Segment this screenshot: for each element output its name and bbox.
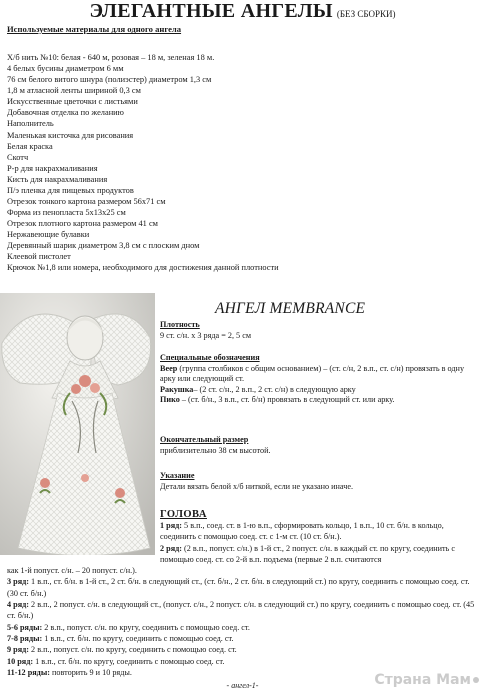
row-text: 2 в.п., попуст. с/н. по кругу, соединить с помощью соед. ст. xyxy=(29,645,237,655)
piko-term: Пико xyxy=(160,395,180,405)
watermark-text: Страна Мам xyxy=(374,672,471,688)
angel-photo-image xyxy=(0,293,155,555)
row-label: 9 ряд: xyxy=(7,645,29,655)
material-item: Белая краска xyxy=(7,141,53,151)
angel-title: АНГЕЛ MEMBRANCE xyxy=(215,300,366,317)
material-item: Крючок №1,8 или номера, необходимого для достижения данной плотности xyxy=(7,263,279,273)
rak-definition xyxy=(160,385,478,396)
site-watermark xyxy=(374,672,479,688)
row-label: 10 ряд: xyxy=(7,656,34,666)
material-item: Нержавеющие булавки xyxy=(7,230,90,240)
row-text: 2 в.п., 2 попуст. с/н. в следующий ст., (попуст. с/н., 2 попуст. с/н. в следующий ст.) по кругу, соединить с помощью соед. ст. (45 ст. б/н.) xyxy=(7,600,475,621)
head-rows xyxy=(7,520,479,678)
material-item: Х/б нить №10: белая - 640 м, розовая – 18 м, зеленая 18 м. xyxy=(7,53,215,62)
rak-text: – (2 ст. с/н., 2 в.п., 2 ст. с/н) в следующую арку xyxy=(193,384,356,394)
piko-text: – (ст. б/н., 3 в.п., ст. б/н) провязать в следующий ст. или арку. xyxy=(179,395,395,405)
material-item: Клеевой пистолет xyxy=(7,252,71,262)
row-text: 5 в.п., соед. ст. в 1-ю в.п., сформировать кольцо, 1 в.п., 10 ст. б/н. в кольцо, соединить с помощью соед. ст. с 1-м ст. (10 ст. б/н.). xyxy=(160,521,444,542)
size-title: Окончательный размер xyxy=(160,435,249,444)
material-item: Скотч xyxy=(7,152,29,162)
veer-term: Веер xyxy=(160,363,178,373)
row-text: (2 в.п., попуст. с/н.) в 1-й ст., 2 попуст. с/н. в каждый ст. по кругу, соединить с помощью соед. ст. со 2-й в.п. подъема (первые 2 в.п. считаются xyxy=(160,543,455,564)
angel-photo xyxy=(0,293,155,555)
row-2 xyxy=(7,543,479,566)
material-item: 76 см белого витого шнура (полиэстер) диаметром 1,3 см xyxy=(7,75,212,85)
row-label: 7-8 ряды: xyxy=(7,633,43,643)
material-item: Добавочная отделка по желанию xyxy=(7,108,124,118)
row-3 xyxy=(7,576,479,599)
veer-text: (группа столбиков с общим основанием) – (ст. с/н, 2 в.п., ст. с/н) провязать в одну арку или следующий ст. xyxy=(160,363,465,384)
material-item: 1,8 м атласной ленты шириной 0,3 см xyxy=(7,86,141,96)
density-title: Плотность xyxy=(160,320,200,329)
material-item: Наполнитель xyxy=(7,119,54,129)
row-7-8 xyxy=(7,633,479,644)
row-label: 11-12 ряды: xyxy=(7,667,50,677)
special-section xyxy=(160,353,478,406)
watermark-dot-icon xyxy=(473,677,479,683)
row-label: 2 ряд: xyxy=(160,543,182,553)
row-label: 3 ряд: xyxy=(7,577,29,587)
material-item: 4 белых бусины диаметром 6 мм xyxy=(7,64,124,74)
row-2-continued: как 1-й попуст. с/н. – 20 попуст. с/н.). xyxy=(7,566,137,576)
note-section xyxy=(160,471,478,492)
size-section xyxy=(160,435,478,456)
row-text: повторить 9 и 10 ряды. xyxy=(49,667,132,677)
row-text: 2 в.п., попуст. с/н. по кругу, соединить с помощью соед. ст. xyxy=(42,622,250,632)
row-text: 1 в.п., ст. б/н. по кругу, соединить с помощью соед. ст. xyxy=(42,633,234,643)
material-item: Деревянный шарик диаметром 3,8 см с плоским дном xyxy=(7,241,200,251)
piko-definition xyxy=(160,395,478,406)
row-10 xyxy=(7,656,479,667)
material-item: Маленькая кисточка для рисования xyxy=(7,130,134,140)
special-title: Специальные обозначения xyxy=(160,353,260,362)
head-title: ГОЛОВА xyxy=(160,509,207,520)
material-item: П/э пленка для пищевых продуктов xyxy=(7,185,134,195)
material-item: Р-р для накрахмаливания xyxy=(7,163,98,173)
note-title: Указание xyxy=(160,471,195,480)
veer-definition xyxy=(160,364,478,385)
page-number: - ангел-1- xyxy=(226,681,259,690)
size-text: приблизительно 38 см высотой. xyxy=(160,445,271,455)
density-section xyxy=(160,320,478,341)
row-label: 1 ряд: xyxy=(160,521,182,530)
row-9 xyxy=(7,644,479,655)
page-header xyxy=(0,0,485,23)
rak-term: Ракушка xyxy=(160,384,194,394)
row-label: 4 ряд: xyxy=(7,600,29,610)
row-text: 1 в.п., ст. б/н. в 1-й ст., 2 ст. б/н. в следующий ст., (ст. б/н., 2 ст. б/н. в следующий ст.) по кругу, соединить с помощью соед. ст. (30 ст. б/н.) xyxy=(7,577,470,598)
row-5-6 xyxy=(7,622,479,633)
materials-title: Используемые материалы для одного ангела xyxy=(7,24,182,34)
document-title: ЭЛЕГАНТНЫЕ АНГЕЛЫ xyxy=(89,0,333,22)
material-item: Кисть для накрахмаливания xyxy=(7,174,108,184)
document-subtitle: (БЕЗ СБОРКИ) xyxy=(336,9,396,19)
row-4 xyxy=(7,599,479,622)
material-item: Искусственные цветочки с листьями xyxy=(7,97,138,107)
materials-list xyxy=(7,52,477,274)
note-text: Детали вязать белой х/б ниткой, если не указано иначе. xyxy=(160,481,353,491)
row-label: 5-6 ряды: xyxy=(7,622,43,632)
row-text: 1 в.п., ст. б/н. по кругу, соединить с помощью соед. ст. xyxy=(33,656,225,666)
material-item: Отрезок плотного картона размером 41 см xyxy=(7,219,158,229)
density-text: 9 ст. с/н. х 3 ряда = 2, 5 см xyxy=(160,330,252,340)
material-item: Отрезок тонкого картона размером 56х71 см xyxy=(7,197,166,207)
row-1 xyxy=(7,520,479,543)
material-item: Форма из пенопласта 5х13х25 см xyxy=(7,208,126,218)
